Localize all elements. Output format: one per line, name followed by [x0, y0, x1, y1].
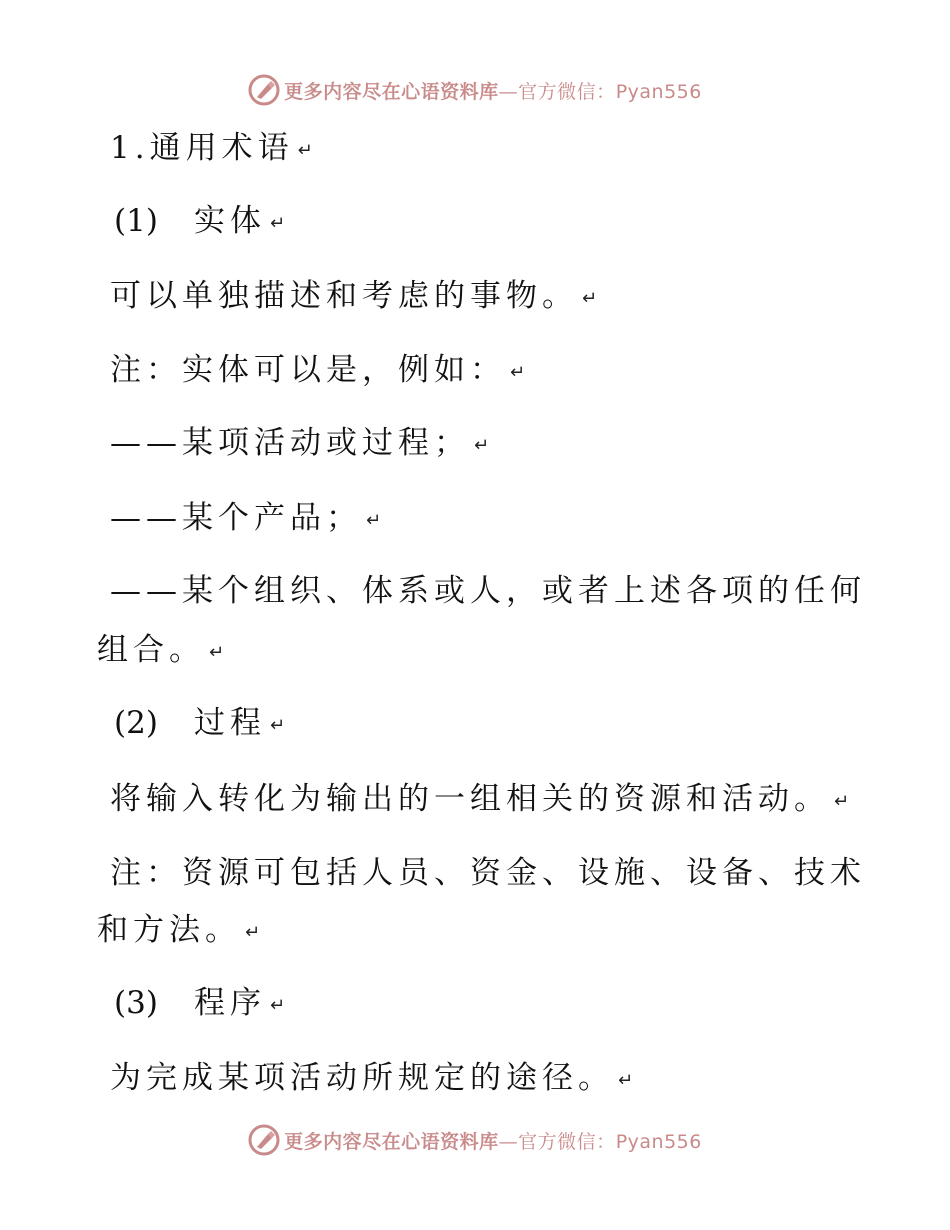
list-item-text: 组合。 [97, 632, 205, 668]
footer-wechat-label: 官方微信： [518, 1130, 616, 1153]
paragraph-mark-icon: ↵ [270, 213, 286, 234]
footer-wechat-id: Pyan556 [615, 1130, 702, 1153]
footer-promo-text: 更多内容尽在心语资料库 [284, 1130, 499, 1153]
term-number: (2) [114, 705, 158, 741]
paragraph-mark-icon: ↵ [618, 1070, 634, 1091]
term-entity-heading [114, 201, 285, 244]
paragraph-mark-icon: ↵ [474, 435, 490, 456]
header-wechat-id: Pyan556 [615, 80, 702, 103]
term-process-heading [114, 703, 285, 746]
header-banner-text [284, 77, 702, 104]
term-number: (1) [114, 203, 158, 239]
section-title-line [110, 128, 313, 171]
header-banner [0, 70, 950, 110]
term-title: 程序 [194, 985, 266, 1021]
entity-item-1 [110, 423, 489, 466]
paragraph-mark-icon: ↵ [297, 140, 313, 161]
note-text: 和方法。 [97, 912, 241, 948]
footer-dash: — [498, 1130, 519, 1153]
paragraph-mark-icon: ↵ [270, 995, 286, 1016]
paragraph-mark-icon: ↵ [582, 288, 598, 309]
paragraph-mark-icon: ↵ [366, 510, 382, 531]
entity-item-3-line-2 [97, 630, 224, 673]
entity-definition [110, 276, 597, 319]
definition-text: 可以单独描述和考虑的事物。 [110, 278, 578, 314]
paragraph-mark-icon: ↵ [834, 791, 850, 812]
term-number: (3) [114, 985, 158, 1021]
entity-note [110, 350, 525, 393]
list-item-text: ——某个组织、体系或人，或者上述各项的任何 [110, 573, 866, 609]
header-dash: — [498, 80, 519, 103]
term-title: 过程 [194, 705, 266, 741]
term-title: 实体 [194, 203, 266, 239]
list-item-text: ——某个产品； [110, 500, 362, 536]
pen-nib-logo-icon [248, 74, 280, 106]
footer-banner-text [284, 1127, 702, 1154]
pen-nib-logo-icon [248, 1124, 280, 1156]
process-note-line-1 [110, 853, 866, 893]
process-definition [110, 779, 849, 822]
list-item-text: ——某项活动或过程； [110, 425, 470, 461]
definition-text: 为完成某项活动所规定的途径。 [110, 1060, 614, 1096]
process-note-line-2 [97, 910, 260, 953]
paragraph-mark-icon: ↵ [510, 362, 526, 383]
entity-item-3-line-1 [110, 571, 866, 611]
definition-text: 将输入转化为输出的一组相关的资源和活动。 [110, 781, 830, 817]
footer-banner [0, 1120, 950, 1160]
header-promo-text: 更多内容尽在心语资料库 [284, 80, 499, 103]
procedure-definition [110, 1058, 633, 1101]
header-wechat-label: 官方微信： [518, 80, 616, 103]
note-text: 注：实体可以是，例如： [110, 352, 506, 388]
paragraph-mark-icon: ↵ [245, 922, 261, 943]
entity-item-2 [110, 498, 381, 541]
paragraph-mark-icon: ↵ [270, 715, 286, 736]
paragraph-mark-icon: ↵ [209, 642, 225, 663]
section-title: 1.通用术语 [110, 130, 294, 166]
term-procedure-heading [114, 983, 285, 1026]
note-text: 注：资源可包括人员、资金、设施、设备、技术 [110, 855, 866, 891]
